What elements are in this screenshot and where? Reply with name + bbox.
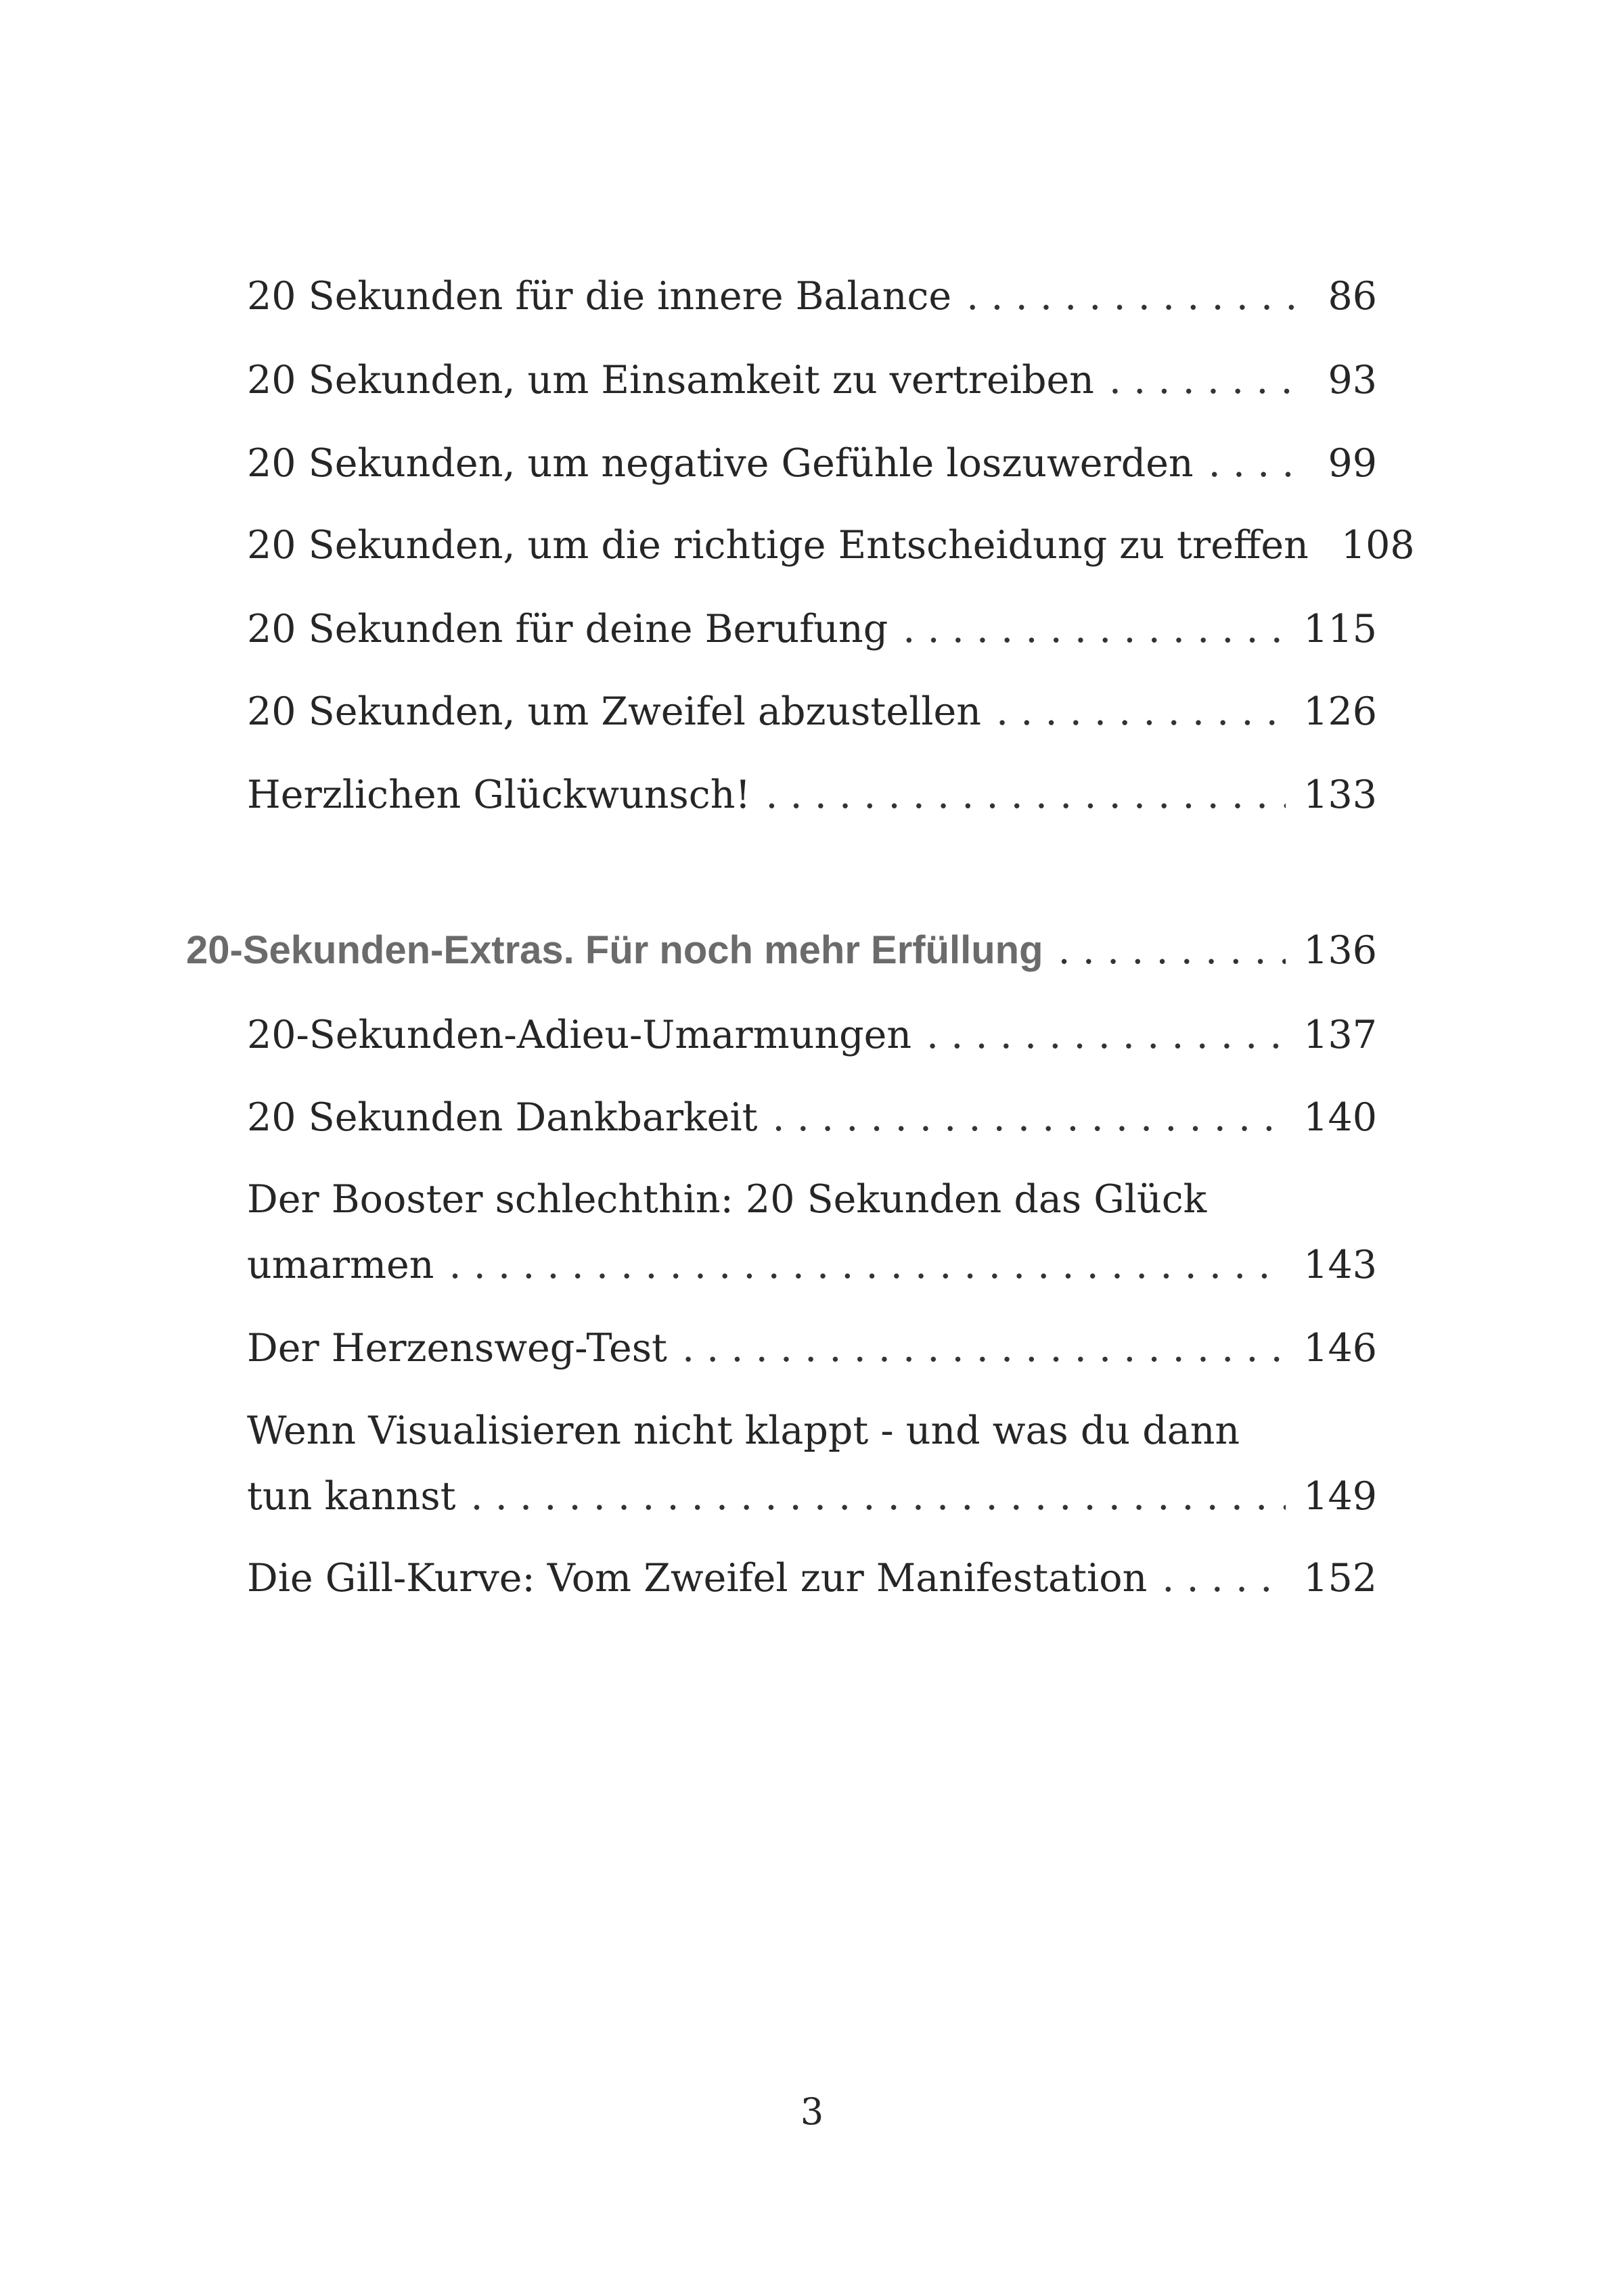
toc-entry-page: 93 xyxy=(1328,358,1377,403)
toc-entry xyxy=(247,602,1377,656)
toc-leader-dots xyxy=(765,768,1286,822)
toc-entry xyxy=(247,1469,1377,1523)
toc-leader-dots xyxy=(926,1008,1286,1062)
toc-entry-title: Herzlichen Glückwunsch! xyxy=(247,773,751,817)
toc-entry xyxy=(247,1008,1377,1062)
toc-entry-page: 140 xyxy=(1303,1095,1377,1140)
toc-entry-title-line1: Wenn Visualisieren nicht klappt - und was du dann xyxy=(247,1408,1240,1453)
toc-entry xyxy=(247,1321,1377,1375)
toc-leader-dots xyxy=(1209,436,1299,490)
toc-entry-title: 20-Sekunden-Adieu-Umarmungen xyxy=(247,1013,912,1057)
toc-entry-title: 20 Sekunden für die innere Balance xyxy=(247,274,952,319)
toc-leader-dots xyxy=(1058,923,1286,978)
toc-entry-title-line1: Der Booster schlechthin: 20 Sekunden das Glück xyxy=(247,1177,1207,1222)
toc-entry-title-line2: tun kannst xyxy=(247,1474,456,1519)
toc-entry-title: Die Gill-Kurve: Vom Zweifel zur Manifestation xyxy=(247,1556,1148,1601)
toc-entry-page: 137 xyxy=(1303,1013,1377,1057)
toc-section-title: 20-Sekunden-Extras. Für noch mehr Erfüllung xyxy=(186,928,1043,972)
toc-entry xyxy=(247,1551,1377,1605)
toc-leader-dots xyxy=(966,269,1299,323)
toc-entry xyxy=(247,436,1377,490)
toc-leader-dots xyxy=(996,685,1286,739)
page-number: 3 xyxy=(800,2090,824,2133)
toc-section-page: 136 xyxy=(1303,928,1377,973)
toc-entry-title-line2: umarmen xyxy=(247,1243,434,1287)
toc-entry-title: 20 Sekunden für deine Berufung xyxy=(247,607,888,651)
toc-entry xyxy=(247,1090,1377,1145)
toc-leader-dots xyxy=(1109,353,1299,407)
toc-entry-page: 149 xyxy=(1303,1474,1377,1519)
toc-entry-page: 108 xyxy=(1340,523,1415,568)
toc-leader-dots xyxy=(903,602,1286,656)
toc-leader-dots xyxy=(773,1090,1286,1145)
toc-leader-dots xyxy=(449,1238,1286,1292)
toc-entry xyxy=(247,768,1377,822)
toc-entry-page: 152 xyxy=(1303,1556,1377,1601)
toc-entry-page: 126 xyxy=(1303,689,1377,734)
toc-entry-title: 20 Sekunden Dankbarkeit xyxy=(247,1095,758,1140)
toc-entry-line1 xyxy=(247,1172,1377,1226)
toc-entry xyxy=(247,685,1377,739)
toc-section-heading xyxy=(186,923,1377,978)
toc-entry xyxy=(247,269,1377,323)
toc-entry-title: 20 Sekunden, um die richtige Entscheidung zu treffen xyxy=(247,523,1309,568)
toc-leader-dots xyxy=(682,1321,1286,1375)
toc-entry-line1 xyxy=(247,1404,1377,1458)
toc-entry-page: 143 xyxy=(1303,1243,1377,1287)
toc-entry xyxy=(247,518,1415,572)
toc-entry-title: Der Herzensweg-Test xyxy=(247,1326,667,1371)
toc-entry-page: 146 xyxy=(1303,1326,1377,1371)
toc-leader-dots xyxy=(1162,1551,1286,1605)
toc-entry-title: 20 Sekunden, um Einsamkeit zu vertreiben xyxy=(247,358,1094,403)
toc-entry-title: 20 Sekunden, um negative Gefühle loszuwerden xyxy=(247,441,1194,486)
toc-entry-page: 115 xyxy=(1303,607,1377,651)
toc-entry-page: 99 xyxy=(1328,441,1377,486)
toc-entry-page: 133 xyxy=(1303,773,1377,817)
toc-entry xyxy=(247,353,1377,407)
toc-entry xyxy=(247,1238,1377,1292)
toc-entry-page: 86 xyxy=(1328,274,1377,319)
toc-entry-title: 20 Sekunden, um Zweifel abzustellen xyxy=(247,689,981,734)
toc-leader-dots xyxy=(471,1469,1286,1523)
